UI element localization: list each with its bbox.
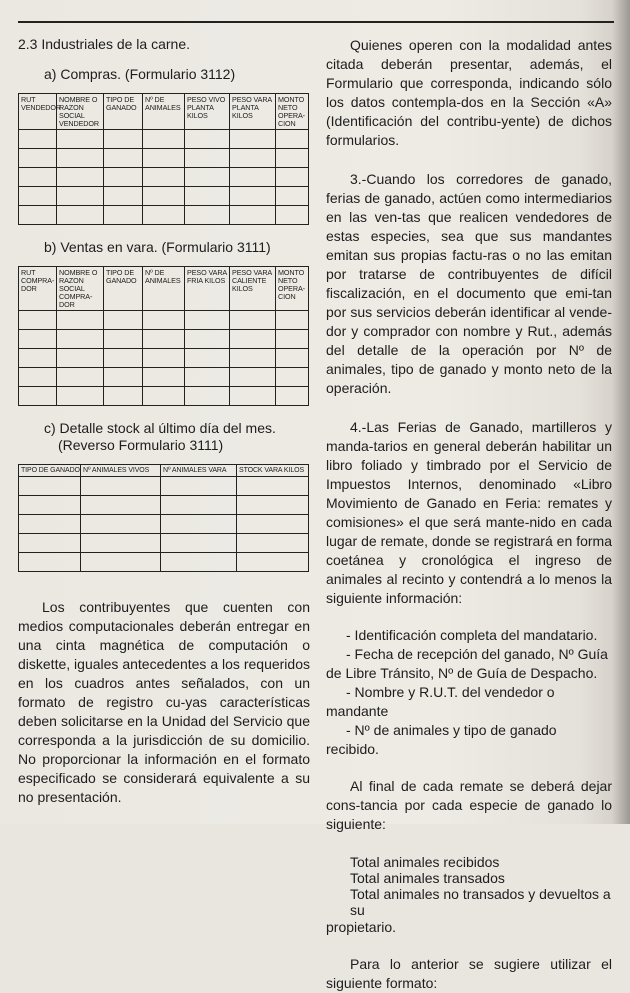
header-cell: TIPO DE GANADO	[19, 465, 81, 477]
table-header-row	[19, 465, 309, 477]
subsection-c-title: c) Detalle stock al último día del mes.	[44, 420, 276, 436]
subsection-c-subtitle: (Reverso Formulario 3111)	[58, 437, 224, 453]
table-row	[19, 477, 309, 496]
section-title: 2.3 Industriales de la carne.	[18, 36, 190, 52]
page-edge-shadow	[612, 0, 630, 824]
list-item-continuation: propietario.	[326, 919, 397, 935]
paragraph-final-remate: Al final de cada remate se deberá dejar cons-tancia por cada especie de ganado lo siguiente:	[326, 778, 612, 832]
header-cell: STOCK VARA KILOS	[237, 465, 309, 477]
table-row	[19, 168, 309, 187]
computational-media-paragraph: Los contribuyentes que cuenten con medios computacionales deberán entregar en una cinta magnética de computación o diskette, iguales antecedentes a los requeridos en los cuadros antes señalados, con un formato de registro cu-yas características deben solicitarse en la Unidad del Servicio que corresponda a la jurisdicción de su domicilio. No proporcionar la información en el formato especificado se considerará equivalente a su no presentación.	[18, 599, 310, 805]
right-column	[326, 36, 612, 993]
table-row	[19, 311, 309, 330]
list-item: - Nombre y R.U.T. del vendedor o mandante	[326, 684, 555, 719]
list-item: - Nº de animales y tipo de ganado recibido.	[326, 722, 557, 757]
table-row	[19, 206, 309, 225]
table-row	[19, 534, 309, 553]
left-column	[18, 36, 310, 807]
header-cell: PESO VARA PLANTA KILOS	[230, 94, 276, 130]
header-cell: TIPO DE GANADO	[104, 94, 143, 130]
header-cell: MONTO NETO OPERA- CION	[276, 267, 309, 311]
paragraph-formato: Para lo anterior se sugiere utilizar el siguiente formato:	[326, 956, 612, 991]
paragraph-modalidad: Quienes operen con la modalidad antes citada deberán presentar, además, el Formulario que corresponda, indicando sólo los datos contempla-dos en la Sección «A» (Identificación del contribu-yente) de dichos formularios.	[326, 37, 612, 148]
table-row	[19, 349, 309, 368]
table-row	[19, 130, 309, 149]
list-item: - Fecha de recepción del ganado, Nº Guía de Libre Tránsito, Nº de Guía de Despacho.	[326, 646, 608, 681]
table-stock	[18, 464, 309, 572]
top-rule	[18, 21, 614, 23]
header-cell: Nº DE ANIMALES	[143, 94, 185, 130]
header-cell: Nº DE ANIMALES	[143, 267, 185, 311]
table-ventas	[18, 266, 309, 406]
header-cell: Nº ANIMALES VIVOS	[81, 465, 161, 477]
header-cell: MONTO NETO OPERA- CION	[276, 94, 309, 130]
table-row	[19, 553, 309, 572]
table-row	[19, 387, 309, 406]
header-cell: NOMBRE O RAZON SOCIAL VENDEDOR	[57, 94, 104, 130]
table-row	[19, 187, 309, 206]
info-list	[326, 626, 612, 759]
header-cell: TIPO DE GANADO	[104, 267, 143, 311]
subsection-b-title: b) Ventas en vara. (Formulario 3111)	[44, 239, 271, 255]
table-row	[19, 515, 309, 534]
table-row	[19, 149, 309, 168]
paragraph-ferias: 4.-Las Ferias de Ganado, martilleros y manda-tarios en general deberán habilitar un libro foliado y timbrado por el Servicio de Impuestos Internos, denominado «Libro Movimiento de Ganado en Feria: remates y comisiones» el que será mante-nido en cada lugar de remate, donde se registrará en forma coetánea y cronológica el ingreso de animales al recinto y contendrá a lo menos la siguiente información:	[326, 419, 612, 606]
header-cell: PESO VIVO PLANTA KILOS	[185, 94, 230, 130]
list-item: Total animales recibidos	[350, 854, 500, 870]
list-item: Total animales no transados y devueltos a su	[350, 886, 611, 918]
table-header-row	[19, 94, 309, 130]
paragraph-corredores: 3.-Cuando los corredores de ganado, ferias de ganado, actúen como intermediarios en las ven-tas que realicen vendedores de estas especies, sea que sus mandantes emitan sus propias factu-ras o no las emitan por tratarse de contribuyentes de difícil fiscalización, en el documento que emi-tan por sus servicios deberán identificar al vende-dor y comprador con nombre y Rut., además del detalle de la operación por Nº de animales, tipo de ganado y monto neto de la operación.	[326, 171, 612, 396]
subsection-a-title: a) Compras. (Formulario 3112)	[44, 66, 236, 82]
header-cell: NOMBRE O RAZON SOCIAL COMPRA- DOR	[57, 267, 104, 311]
list-item: Total animales transados	[350, 870, 505, 886]
list-item: - Identificación completa del mandatario.	[346, 627, 598, 643]
table-header-row	[19, 267, 309, 311]
header-cell: RUT COMPRA- DOR	[19, 267, 57, 311]
totals-list	[326, 854, 612, 937]
header-cell: PESO VARA CALIENTE KILOS	[230, 267, 276, 311]
table-compras	[18, 93, 309, 225]
header-cell: Nº ANIMALES VARA	[161, 465, 237, 477]
header-cell: RUT VENDEDOR	[19, 94, 57, 130]
table-row	[19, 496, 309, 515]
table-row	[19, 368, 309, 387]
header-cell: PESO VARA FRIA KILOS	[185, 267, 230, 311]
table-row	[19, 330, 309, 349]
